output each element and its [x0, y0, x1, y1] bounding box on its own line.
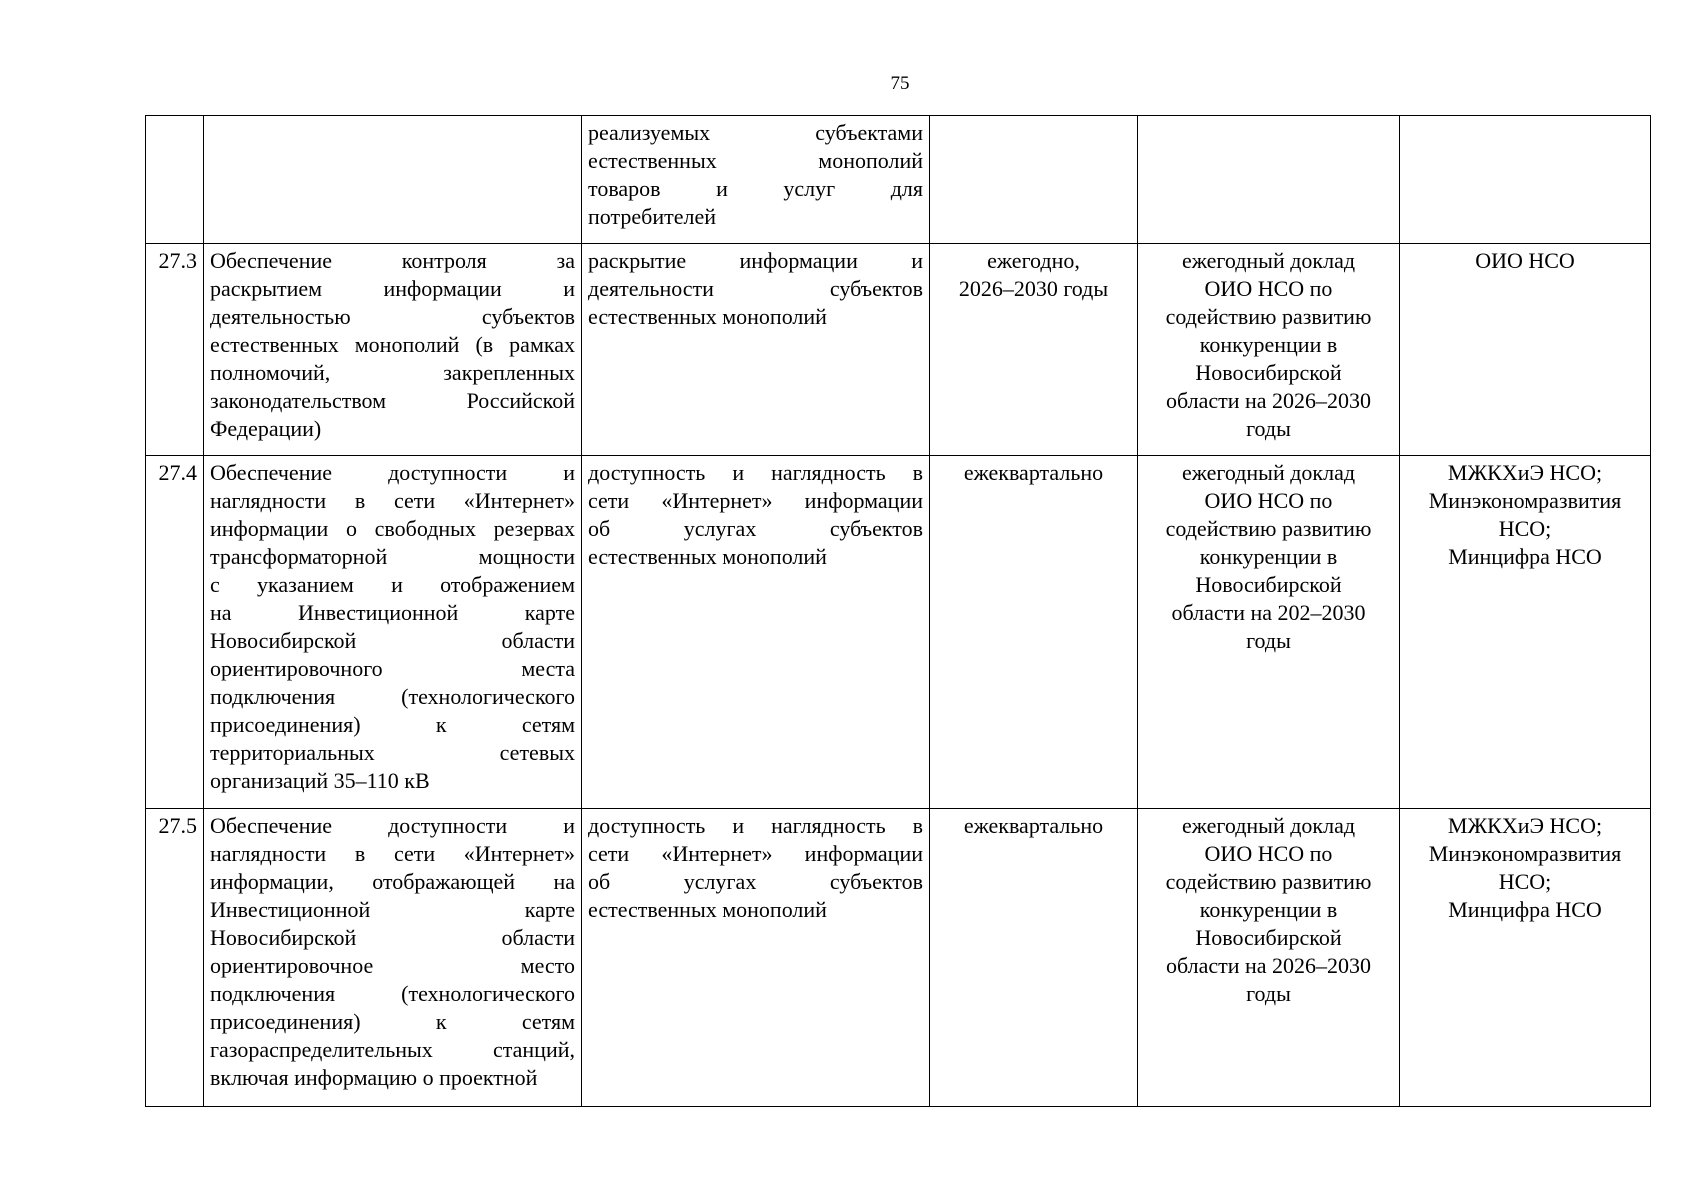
- reporting-document-line: содействию развитию: [1165, 869, 1372, 894]
- implementation-term: [930, 809, 1138, 1107]
- measure-description-line: законодательством Российской: [210, 388, 575, 413]
- item-number: 27.5: [146, 809, 204, 1107]
- reporting-document-line: ОИО НСО по: [1204, 841, 1333, 866]
- measure-description-line: ориентировочное место: [210, 953, 575, 978]
- measure-description: [204, 116, 582, 244]
- expected-result-line: раскрытие информации и: [588, 248, 923, 273]
- expected-result-line: реализуемых субъектами: [588, 120, 923, 145]
- expected-result-line: доступность и наглядность в: [588, 460, 923, 485]
- reporting-document-line: Новосибирской: [1195, 925, 1342, 950]
- item-number: 27.4: [146, 456, 204, 809]
- measure-description-line: на Инвестиционной карте: [210, 600, 575, 625]
- implementation-term: [930, 244, 1138, 456]
- table-row: [146, 116, 1651, 244]
- reporting-document-line: ежегодный доклад: [1181, 248, 1356, 273]
- reporting-document-line: содействию развитию: [1165, 516, 1372, 541]
- expected-result-line: деятельности субъектов: [588, 276, 923, 301]
- responsible-executors: [1400, 809, 1651, 1107]
- measure-description-line: трансформаторной мощности: [210, 544, 575, 569]
- responsible-executors-line: НСО;: [1498, 516, 1552, 541]
- reporting-document-line: Новосибирской: [1195, 572, 1342, 597]
- reporting-document-line: конкуренции в: [1199, 332, 1338, 357]
- expected-result-line: доступность и наглядность в: [588, 813, 923, 838]
- reporting-document-line: ежегодный доклад: [1181, 460, 1356, 485]
- measure-description-line: подключения (технологического: [210, 981, 575, 1006]
- expected-result: [582, 809, 930, 1107]
- measure-description-line: полномочий, закрепленных: [210, 360, 575, 385]
- measure-description-line: территориальных сетевых: [210, 740, 575, 765]
- reporting-document-line: Новосибирской: [1195, 360, 1342, 385]
- responsible-executors-line: Минцифра НСО: [1448, 544, 1602, 569]
- measure-description-line: Обеспечение контроля за: [210, 248, 575, 273]
- responsible-executors-line: НСО;: [1498, 869, 1552, 894]
- reporting-document-line: ОИО НСО по: [1204, 488, 1333, 513]
- measure-description-line: с указанием и отображением: [210, 572, 575, 597]
- measure-description: [204, 244, 582, 456]
- item-number: 27.3: [146, 244, 204, 456]
- implementation-term-line: ежегодно,: [987, 248, 1080, 273]
- expected-result-line: естественных монополий: [588, 897, 827, 922]
- responsible-executors-line: МЖКХиЭ НСО;: [1447, 460, 1603, 485]
- measure-description-line: Обеспечение доступности и: [210, 460, 575, 485]
- expected-result-line: об услугах субъектов: [588, 869, 923, 894]
- implementation-term-line: ежеквартально: [963, 460, 1104, 485]
- measure-description-line: присоединения) к сетям: [210, 1009, 575, 1034]
- reporting-document-line: годы: [1246, 981, 1291, 1006]
- implementation-term-line: 2026–2030 годы: [958, 276, 1109, 301]
- measure-description-line: раскрытием информации и: [210, 276, 575, 301]
- implementation-term: [930, 456, 1138, 809]
- responsible-executors-line: МЖКХиЭ НСО;: [1447, 813, 1603, 838]
- measure-description-line: включая информацию о проектной: [210, 1065, 538, 1090]
- page-number: 75: [890, 73, 910, 94]
- reporting-document-line: конкуренции в: [1199, 897, 1338, 922]
- measure-description: [204, 456, 582, 809]
- reporting-document: [1138, 809, 1400, 1107]
- measure-description-line: Инвестиционной карте: [210, 897, 575, 922]
- reporting-document-line: ОИО НСО по: [1204, 276, 1333, 301]
- expected-result-line: потребителей: [588, 204, 716, 229]
- responsible-executors-line: ОИО НСО: [1475, 248, 1575, 273]
- measure-description-line: подключения (технологического: [210, 684, 575, 709]
- measure-description-line: ориентировочного места: [210, 656, 575, 681]
- measure-description-line: присоединения) к сетям: [210, 712, 575, 737]
- reporting-document-line: области на 2026–2030: [1165, 953, 1372, 978]
- measure-description: [204, 809, 582, 1107]
- table-row: [146, 244, 1651, 456]
- measure-description-line: деятельностью субъектов: [210, 304, 575, 329]
- reporting-document-line: содействию развитию: [1165, 304, 1372, 329]
- measure-description-line: Новосибирской области: [210, 628, 575, 653]
- reporting-document-line: области на 2026–2030: [1165, 388, 1372, 413]
- measure-description-line: организаций 35–110 кВ: [210, 768, 430, 793]
- measure-description-line: наглядности в сети «Интернет»: [210, 841, 575, 866]
- responsible-executors-line: Минцифра НСО: [1448, 897, 1602, 922]
- responsible-executors: [1400, 116, 1651, 244]
- expected-result: [582, 244, 930, 456]
- implementation-term: [930, 116, 1138, 244]
- expected-result-line: естественных монополий: [588, 148, 923, 173]
- measures-table-body: [146, 116, 1651, 1107]
- reporting-document: [1138, 116, 1400, 244]
- responsible-executors: [1400, 244, 1651, 456]
- table-row: [146, 456, 1651, 809]
- expected-result-line: сети «Интернет» информации: [588, 841, 923, 866]
- expected-result: [582, 456, 930, 809]
- responsible-executors: [1400, 456, 1651, 809]
- table-row: [146, 809, 1651, 1107]
- measure-description-line: газораспределительных станций,: [210, 1037, 575, 1062]
- measure-description-line: Федерации): [210, 416, 322, 441]
- measure-description-line: информации о свободных резервах: [210, 516, 575, 541]
- reporting-document: [1138, 456, 1400, 809]
- reporting-document-line: годы: [1246, 628, 1291, 653]
- expected-result-line: сети «Интернет» информации: [588, 488, 923, 513]
- reporting-document-line: области на 202–2030: [1171, 600, 1366, 625]
- reporting-document: [1138, 244, 1400, 456]
- measure-description-line: информации, отображающей на: [210, 869, 575, 894]
- responsible-executors-line: Минэкономразвития: [1428, 488, 1622, 513]
- measure-description-line: наглядности в сети «Интернет»: [210, 488, 575, 513]
- expected-result-line: товаров и услуг для: [588, 176, 923, 201]
- expected-result: [582, 116, 930, 244]
- expected-result-line: естественных монополий: [588, 544, 827, 569]
- measure-description-line: Обеспечение доступности и: [210, 813, 575, 838]
- reporting-document-line: ежегодный доклад: [1181, 813, 1356, 838]
- responsible-executors-line: Минэкономразвития: [1428, 841, 1622, 866]
- implementation-term-line: ежеквартально: [963, 813, 1104, 838]
- reporting-document-line: конкуренции в: [1199, 544, 1338, 569]
- measure-description-line: Новосибирской области: [210, 925, 575, 950]
- item-number: [146, 116, 204, 244]
- measures-table: [145, 115, 1651, 1107]
- expected-result-line: об услугах субъектов: [588, 516, 923, 541]
- measure-description-line: естественных монополий (в рамках: [210, 332, 575, 357]
- expected-result-line: естественных монополий: [588, 304, 827, 329]
- reporting-document-line: годы: [1246, 416, 1291, 441]
